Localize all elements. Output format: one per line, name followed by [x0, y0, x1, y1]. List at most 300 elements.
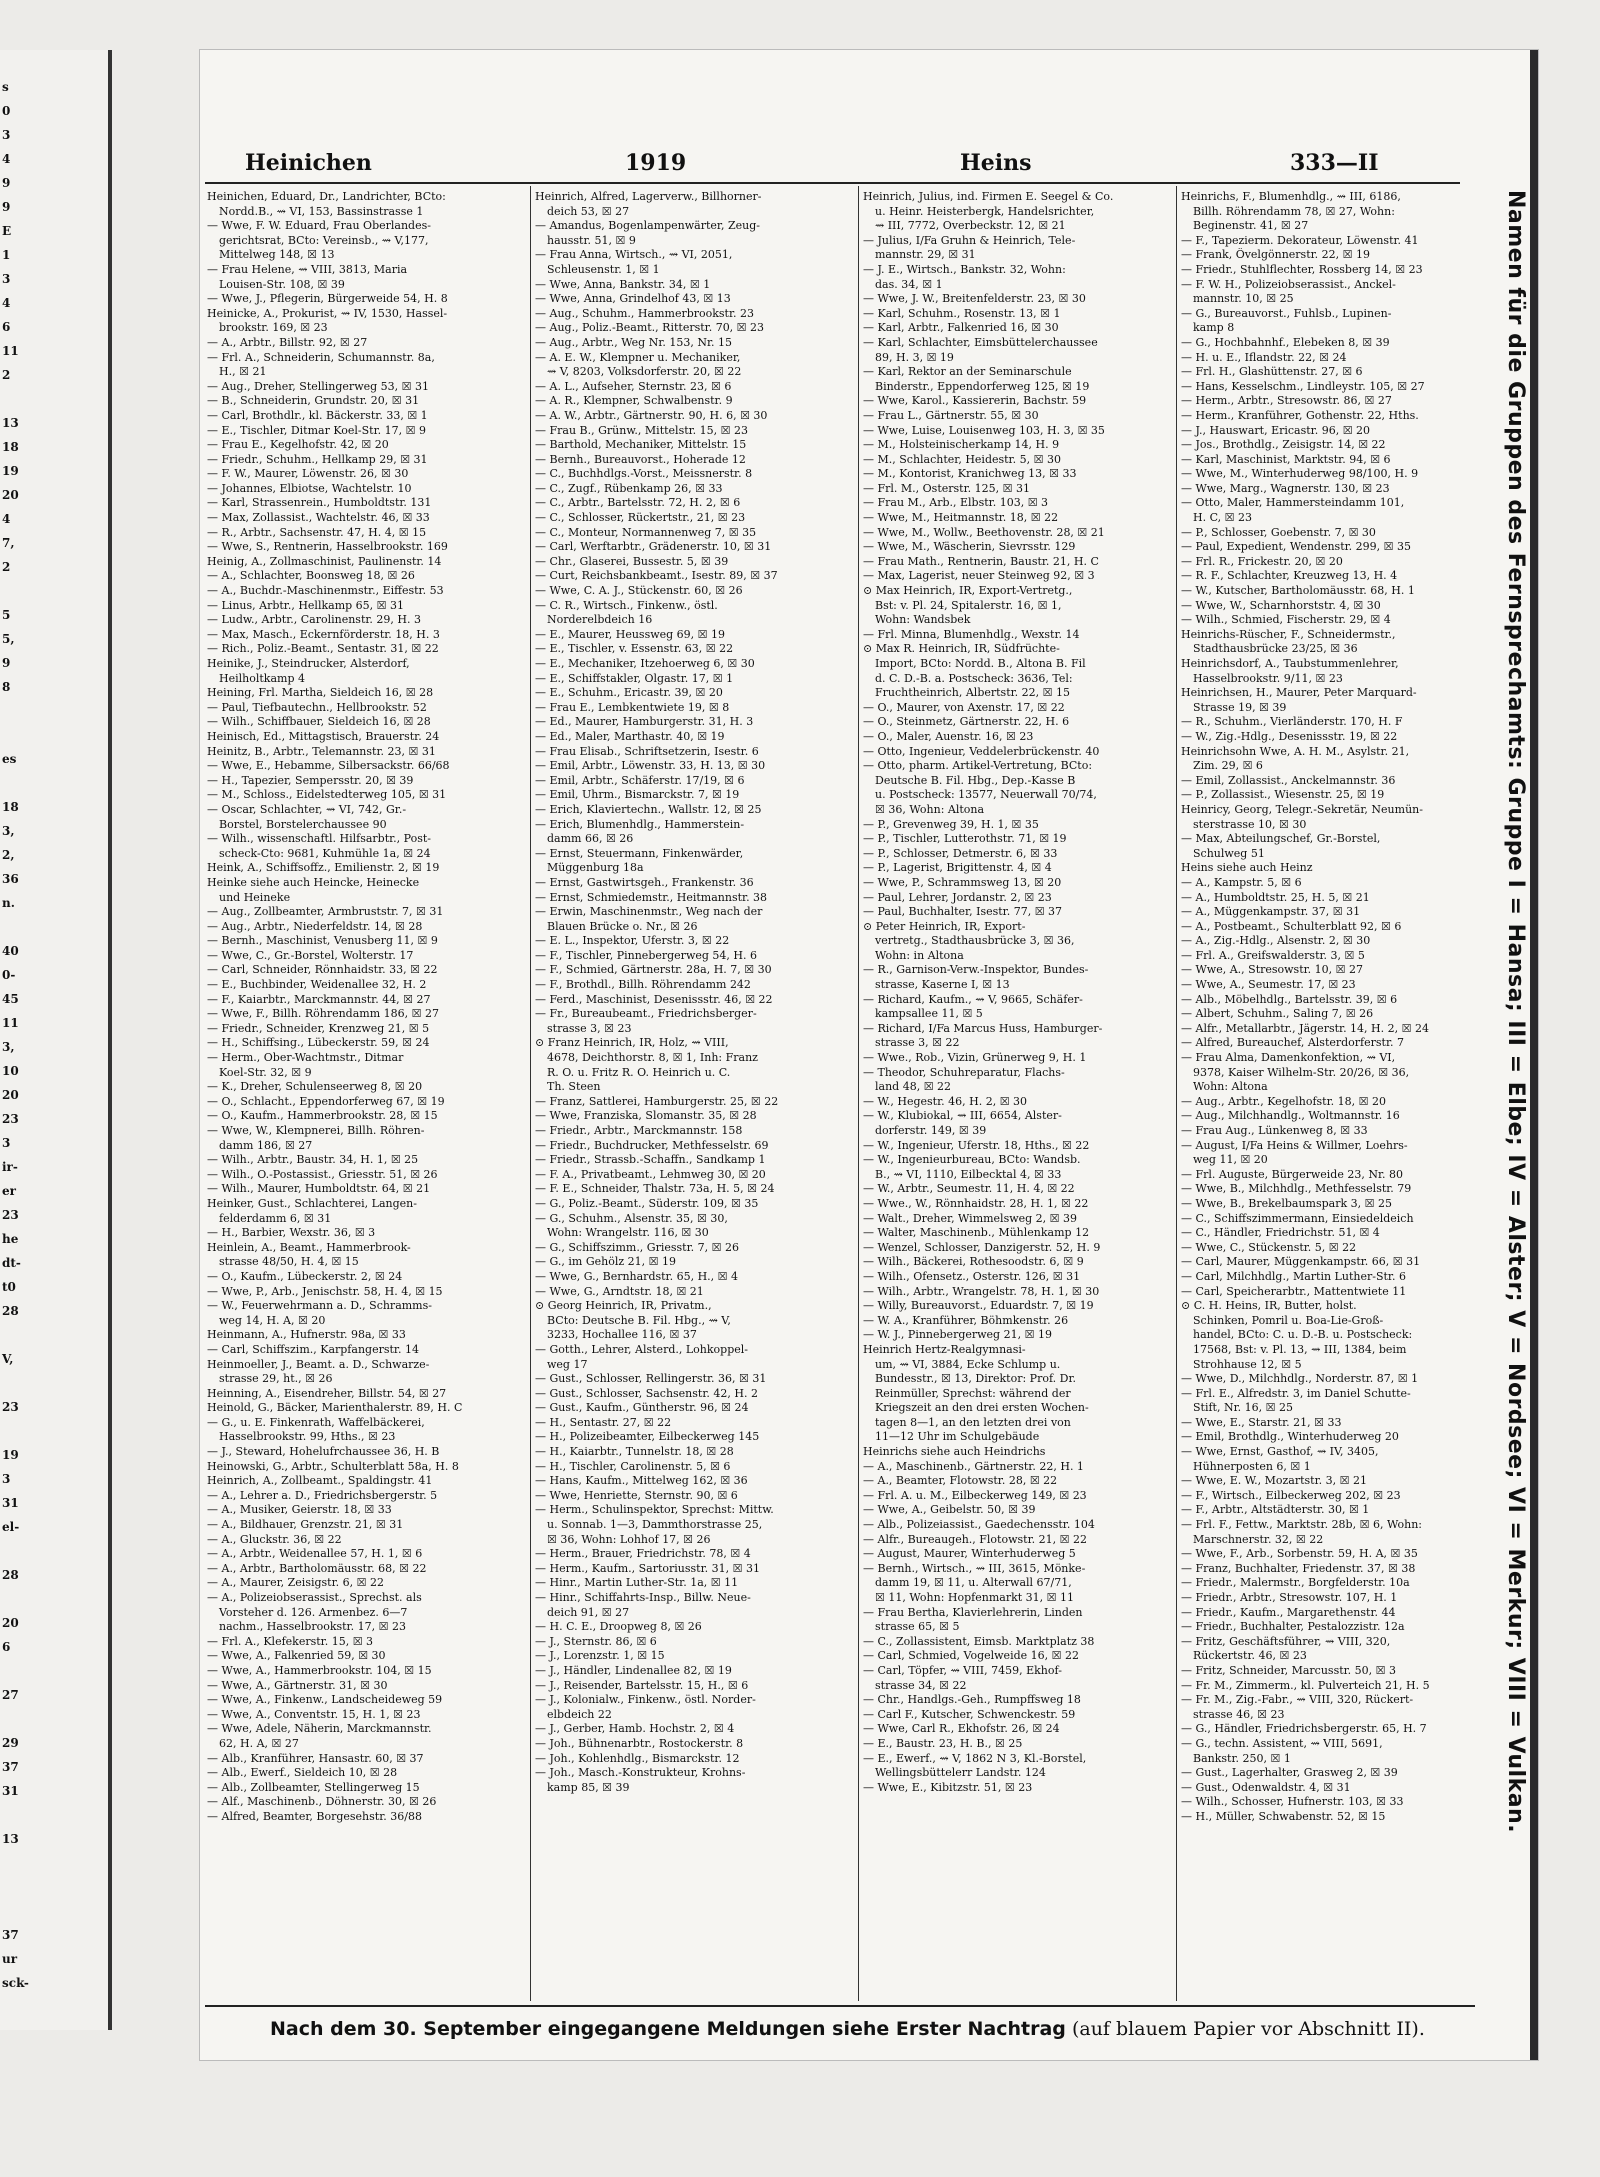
directory-entry: — Wwe, A., Stresowstr. 10, ☒ 27 — [1181, 963, 1364, 977]
edge-fragment: 19 — [2, 1448, 19, 1462]
directory-entry: Heinrich Hertz-Realgymnasi- — [863, 1342, 1026, 1356]
directory-entry: — Johannes, Elbiotse, Wachtelstr. 10 — [207, 481, 412, 495]
edge-fragment: 23 — [2, 1208, 19, 1222]
directory-entry: — Emil, Uhrm., Bismarckstr. 7, ☒ 19 — [535, 788, 740, 802]
directory-entry: — Franz, Buchhalter, Friedenstr. 37, ☒ 38 — [1181, 1561, 1416, 1575]
directory-entry: — Oscar, Schlachter, ⇝ VI, 742, Gr.- — [207, 802, 407, 816]
directory-entry: — Frau Helene, ⇝ VIII, 3813, Maria — [207, 262, 408, 276]
directory-entry: Louisen-Str. 108, ☒ 39 — [219, 277, 345, 291]
directory-entry: — Alb., Zollbeamter, Stellingerweg 15 — [207, 1780, 420, 1794]
directory-entry: — Ludw., Arbtr., Carolinenstr. 29, H. 3 — [207, 613, 421, 627]
directory-entry: handel, BCto: C. u. D.-B. u. Postscheck: — [1193, 1328, 1413, 1342]
directory-entry: um, ⇝ VI, 3884, Ecke Schlump u. — [875, 1357, 1061, 1371]
directory-entry: B., ⇝ VI, 1110, Eilbecktal 4, ☒ 33 — [875, 1167, 1062, 1181]
directory-entry: kamp 85, ☒ 39 — [547, 1780, 630, 1794]
directory-entry: — Carl F., Kutscher, Schwenckestr. 59 — [863, 1707, 1076, 1721]
directory-entry: — Carl, Werftarbtr., Grädenerstr. 10, ☒ 31 — [535, 540, 772, 554]
directory-entry: deich 91, ☒ 27 — [547, 1605, 630, 1619]
directory-entry: — E., Tischler, v. Essenstr. 63, ☒ 22 — [535, 642, 734, 656]
directory-entry: Heinrichsdorf, A., Taubstummenlehrer, — [1181, 657, 1399, 670]
directory-entry: — Paul, Buchhalter, Isestr. 77, ☒ 37 — [863, 905, 1063, 919]
directory-entry: Strohhause 12, ☒ 5 — [1193, 1357, 1302, 1371]
directory-entry: — C., Schiffszimmermann, Einsiedeldeich — [1181, 1211, 1414, 1225]
directory-entry: — A., Gluckstr. 36, ☒ 22 — [207, 1532, 342, 1546]
previous-page-edge — [0, 50, 111, 2030]
column-1 — [207, 190, 527, 2000]
directory-entry: — F., Arbtr., Altstädterstr. 30, ☒ 1 — [1181, 1503, 1370, 1517]
directory-entry: — J., Lorenzstr. 1, ☒ 15 — [535, 1649, 665, 1663]
directory-entry: — Carl, Milchhdlg., Martin Luther-Str. 6 — [1181, 1269, 1406, 1283]
edge-fragment: 13 — [2, 1832, 19, 1846]
directory-entry: Stift, Nr. 16, ☒ 25 — [1193, 1401, 1293, 1415]
directory-entry: — Linus, Arbtr., Hellkamp 65, ☒ 31 — [207, 598, 405, 612]
column-4 — [1181, 190, 1481, 2000]
directory-entry: — Carl, Schiffszim., Karpfangerstr. 14 — [207, 1342, 419, 1356]
directory-entry: — H., Tapezier, Sempersstr. 20, ☒ 39 — [207, 773, 414, 787]
directory-entry: — H. u. E., Iflandstr. 22, ☒ 24 — [1181, 350, 1347, 364]
directory-entry: ⊙ C. H. Heins, IR, Butter, holst. — [1181, 1299, 1357, 1313]
edge-fragment: 20 — [2, 488, 19, 502]
directory-entry: — Wwe, J. W., Breitenfelderstr. 23, ☒ 30 — [863, 292, 1086, 306]
directory-entry: — Carl, Schmied, Vogelweide 16, ☒ 22 — [863, 1649, 1079, 1663]
directory-entry: — Alfred, Bureauchef, Alsterdorferstr. 7 — [1181, 1036, 1405, 1050]
directory-entry: — Gust., Odenwaldstr. 4, ☒ 31 — [1181, 1780, 1351, 1794]
directory-entry: — E., Ewerf., ⇝ V, 1862 N 3, Kl.-Borstel, — [863, 1751, 1087, 1765]
directory-entry: — E., Mechaniker, Itzehoerweg 6, ☒ 30 — [535, 657, 755, 670]
directory-entry: — O., Maler, Auenstr. 16, ☒ 23 — [863, 729, 1034, 743]
directory-entry: — Alf., Maschinenb., Döhnerstr. 30, ☒ 26 — [207, 1795, 437, 1809]
directory-entry: — A., Humboldtstr. 25, H. 5, ☒ 21 — [1181, 890, 1370, 904]
directory-entry: — Frau Elisab., Schriftsetzerin, Isestr. 6 — [535, 744, 759, 758]
directory-entry: — Karl, Arbtr., Falkenried 16, ☒ 30 — [863, 321, 1059, 335]
directory-entry: — Wwe, Ernst, Gasthof, ⇝ IV, 3405, — [1181, 1445, 1379, 1459]
directory-entry: — Wwe, A., Geibelstr. 50, ☒ 39 — [863, 1503, 1036, 1517]
directory-entry: — Franz, Sattlerei, Hamburgerstr. 25, ☒ 22 — [535, 1094, 779, 1108]
directory-entry: — Wwe, E., Starstr. 21, ☒ 33 — [1181, 1415, 1342, 1429]
directory-entry: — R., Garnison-Verw.-Inspektor, Bundes- — [863, 963, 1089, 977]
directory-entry: — Frau Aug., Lünkenweg 8, ☒ 33 — [1181, 1124, 1368, 1137]
directory-entry: sterstrasse 10, ☒ 30 — [1193, 817, 1307, 831]
directory-entry: Wellingsbüttelerr Landstr. 124 — [875, 1766, 1046, 1780]
directory-entry: — F. W. H., Polizeiobserassist., Anckel- — [1181, 277, 1396, 291]
directory-entry: — Chr., Glaserei, Bussestr. 5, ☒ 39 — [535, 554, 729, 568]
directory-entry: — Wwe, C., Gr.-Borstel, Wolterstr. 17 — [207, 948, 414, 962]
directory-entry: — W., Ingenieur, Uferstr. 18, Hths., ☒ 22 — [863, 1138, 1090, 1152]
directory-entry: — Carl, Maurer, Müggenkampstr. 66, ☒ 31 — [1181, 1255, 1421, 1269]
edge-fragment: ur — [2, 1952, 18, 1966]
directory-entry: — Otto, pharm. Artikel-Vertretung, BCto: — [863, 759, 1093, 773]
directory-entry: Kriegszeit an den drei ersten Wochen- — [875, 1401, 1089, 1415]
directory-entry: — R., Schuhm., Vierländerstr. 170, H. F — [1181, 715, 1403, 729]
directory-entry: — P., Tischler, Lutterothstr. 71, ☒ 19 — [863, 832, 1067, 846]
directory-entry: ☒ 36, Wohn: Altona — [875, 802, 985, 816]
edge-fragment: 31 — [2, 1496, 19, 1510]
edge-fragment: he — [2, 1232, 19, 1246]
directory-entry: d. C. D.-B. a. Postscheck: 3636, Tel: — [875, 671, 1073, 685]
edge-fragment: 2 — [2, 368, 11, 382]
directory-entry: u. Sonnab. 1—3, Dammthorstrasse 25, — [547, 1518, 763, 1532]
directory-entry: — Wilh., Ofensetz., Osterstr. 126, ☒ 31 — [863, 1269, 1081, 1283]
directory-entry: Reinmüller, Sprechst: während der — [875, 1386, 1071, 1400]
directory-entry: — W. A., Kranführer, Böhmkenstr. 26 — [863, 1313, 1069, 1327]
directory-entry: — Wwe, Carl R., Ekhofstr. 26, ☒ 24 — [863, 1722, 1060, 1736]
directory-entry: — Karl, Rektor an der Seminarschule — [863, 365, 1072, 379]
edge-fragment: 10 — [2, 1064, 19, 1078]
footer-normal-text: (auf blauem Papier vor Abschnitt II). — [1071, 2018, 1425, 2040]
directory-entry: — J., Händler, Lindenallee 82, ☒ 19 — [535, 1663, 732, 1677]
directory-entry: — Theodor, Schuhreparatur, Flachs- — [863, 1065, 1065, 1079]
directory-entry: R. O. u. Fritz R. O. Heinrich u. C. — [547, 1065, 731, 1079]
directory-entry: — Gotth., Lehrer, Alsterd., Lohkoppel- — [535, 1342, 748, 1356]
directory-entry: strasse 65, ☒ 5 — [875, 1620, 960, 1634]
directory-entry: — Wwe, D., Milchhdlg., Norderstr. 87, ☒ 1 — [1181, 1372, 1419, 1386]
directory-entry: — A., Postbeamt., Schulterblatt 92, ☒ 6 — [1181, 919, 1402, 933]
directory-entry: Bankstr. 250, ☒ 1 — [1193, 1751, 1291, 1765]
edge-fragment: 0 — [2, 104, 11, 118]
directory-entry: — Walt., Dreher, Wimmelsweg 2, ☒ 39 — [863, 1211, 1078, 1225]
directory-entry: Norderelbdeich 16 — [547, 613, 653, 627]
directory-entry: — C., Schlosser, Rückertstr., 21, ☒ 23 — [535, 511, 746, 525]
edge-fragment: 3 — [2, 272, 11, 286]
directory-entry: Hasselbrookstr. 99, Hths., ☒ 23 — [219, 1430, 396, 1444]
directory-entry: — Alfr., Metallarbtr., Jägerstr. 14, H. 2, ☒ 24 — [1181, 1021, 1429, 1035]
directory-entry: — Bernh., Bureauvorst., Hoherade 12 — [535, 452, 746, 466]
directory-entry: — C., Buchhdlgs.-Vorst., Meissnerstr. 8 — [535, 467, 753, 481]
directory-entry: — C., Zugf., Rübenkamp 26, ☒ 33 — [535, 481, 723, 495]
directory-entry: — Frau L., Gärtnerstr. 55, ☒ 30 — [863, 408, 1039, 422]
directory-entry: — Emil, Arbtr., Schäferstr. 17/19, ☒ 6 — [535, 773, 745, 787]
directory-entry: Heinrichsen, H., Maurer, Peter Marquard- — [1181, 686, 1417, 700]
directory-entry: — Wwe, A., Falkenried 59, ☒ 30 — [207, 1649, 386, 1663]
directory-entry: Schulweg 51 — [1193, 846, 1265, 860]
directory-entry: — Frl. H., Glashüttenstr. 27, ☒ 6 — [1181, 365, 1363, 379]
directory-entry: Mittelweg 148, ☒ 13 — [219, 248, 335, 262]
directory-entry: H., ☒ 21 — [219, 365, 267, 379]
directory-entry: Bundesstr., ☒ 13, Direktor: Prof. Dr. — [875, 1372, 1076, 1386]
directory-entry: — Walter, Maschinenb., Mühlenkamp 12 — [863, 1226, 1090, 1240]
directory-entry: — Wwe, M., Winterhuderweg 98/100, H. 9 — [1181, 467, 1419, 481]
directory-entry: — Frl. M., Osterstr. 125, ☒ 31 — [863, 481, 1030, 495]
directory-entry: Heinke siehe auch Heincke, Heinecke — [207, 875, 420, 889]
directory-entry: — Richard, Kaufm., ⇝ V, 9665, Schäfer- — [863, 992, 1083, 1006]
directory-entry: — Rich., Poliz.-Beamt., Sentastr. 31, ☒ 22 — [207, 642, 439, 656]
edge-fragment: 8 — [2, 680, 11, 694]
directory-entry: — G., Schiffszimm., Griesstr. 7, ☒ 26 — [535, 1240, 739, 1254]
directory-entry: Heinike, J., Steindrucker, Alsterdorf, — [207, 657, 410, 670]
directory-entry: — O., Steinmetz, Gärtnerstr. 22, H. 6 — [863, 715, 1070, 729]
directory-entry: — Frl. A., Greifswalderstr. 3, ☒ 5 — [1181, 948, 1365, 962]
directory-entry: — Frl. F., Fettw., Marktstr. 28b, ☒ 6, Wohn: — [1181, 1518, 1423, 1532]
directory-entry: — Karl, Schuhm., Rosenstr. 13, ☒ 1 — [863, 306, 1061, 320]
directory-entry: — G., u. E. Finkenrath, Waffelbäckerei, — [207, 1415, 425, 1429]
directory-entry: — Aug., Arbtr., Niederfeldstr. 14, ☒ 28 — [207, 919, 423, 933]
directory-entry: — Wilh., Bäckerei, Rothesoodstr. 6, ☒ 9 — [863, 1255, 1084, 1269]
edge-fragment: 13 — [2, 416, 19, 430]
directory-entry: Wohn: Wrangelstr. 116, ☒ 30 — [547, 1226, 709, 1240]
directory-entry: H. C, ☒ 23 — [1193, 511, 1252, 525]
directory-entry: — F., Schmied, Gärtnerstr. 28a, H. 7, ☒ 30 — [535, 963, 772, 977]
directory-entry: — Wwe, M., Wäscherin, Sievrsstr. 129 — [863, 540, 1076, 554]
directory-entry: — Richard, I/Fa Marcus Huss, Hamburger- — [863, 1021, 1103, 1035]
directory-entry: — Friedr., Arbtr., Marckmannstr. 158 — [535, 1124, 743, 1137]
directory-entry: — Hinr., Schiffahrts-Insp., Billw. Neue- — [535, 1591, 751, 1604]
directory-entry: 17568, Bst: v. Pl. 13, ⇝ III, 1384, beim — [1193, 1342, 1407, 1356]
directory-entry: BCto: Deutsche B. Fil. Hbg., ⇝ V, — [547, 1313, 731, 1327]
directory-entry: — O., Kaufm., Hammerbrookstr. 28, ☒ 15 — [207, 1109, 438, 1123]
directory-entry: — E. L., Inspektor, Uferstr. 3, ☒ 22 — [535, 934, 730, 948]
edge-fragment: 28 — [2, 1568, 19, 1582]
directory-entry: — J., Sternstr. 86, ☒ 6 — [535, 1634, 657, 1648]
directory-entry: — Gust., Schlosser, Sachsenstr. 42, H. 2 — [535, 1386, 758, 1400]
directory-entry: — R. F., Schlachter, Kreuzweg 13, H. 4 — [1181, 569, 1398, 583]
directory-entry: — A., Arbtr., Weidenallee 57, H. 1, ☒ 6 — [207, 1547, 423, 1561]
directory-entry: — Wwe, G., Arndtstr. 18, ☒ 21 — [535, 1284, 704, 1298]
directory-entry: — C., Händler, Friedrichstr. 51, ☒ 4 — [1181, 1226, 1380, 1240]
directory-entry: strasse 48/50, H. 4, ☒ 15 — [219, 1255, 359, 1269]
directory-entry: Heinig, A., Zollmaschinist, Paulinenstr. 14 — [207, 554, 442, 568]
directory-entry: — Max, Masch., Eckernförderstr. 18, H. 3 — [207, 627, 440, 641]
directory-entry: — A. R., Klempner, Schwalbenstr. 9 — [535, 394, 733, 408]
directory-entry: Heinrich, Julius, ind. Firmen E. Seegel & Co. — [863, 190, 1114, 203]
directory-entry: — Wwe, F. W. Eduard, Frau Oberlandes- — [207, 219, 431, 233]
edge-fragment: t0 — [2, 1280, 16, 1294]
directory-entry: Import, BCto: Nordd. B., Altona B. Fil — [875, 657, 1086, 670]
directory-entry: — W., Hegestr. 46, H. 2, ☒ 30 — [863, 1094, 1028, 1108]
directory-entry: — Wilh., Schiffbauer, Sieldeich 16, ☒ 28 — [207, 715, 431, 729]
directory-entry: Heinisch, Ed., Mittagstisch, Brauerstr. 24 — [207, 729, 440, 743]
directory-entry: — E., Maurer, Heussweg 69, ☒ 19 — [535, 627, 726, 641]
directory-entry: — Willy, Bureauvorst., Eduardstr. 7, ☒ 19 — [863, 1299, 1094, 1313]
directory-entry: — Otto, Ingenieur, Veddelerbrückenstr. 40 — [863, 744, 1100, 758]
directory-entry: — A., Lehrer a. D., Friedrichsbergerstr. 5 — [207, 1488, 438, 1502]
directory-entry: ⊙ Max Heinrich, IR, Export-Vertretg., — [863, 584, 1073, 598]
directory-entry: — G., Schuhm., Alsenstr. 35, ☒ 30, — [535, 1211, 728, 1225]
directory-entry: nachm., Hasselbrookstr. 17, ☒ 23 — [219, 1620, 406, 1634]
edge-fragment: 29 — [2, 1736, 19, 1750]
directory-entry: ☒ 36, Wohn: Lohhof 17, ☒ 26 — [547, 1532, 711, 1546]
edge-fragment: 6 — [2, 1640, 11, 1654]
directory-entry: — Ernst, Schmiedemstr., Heitmannstr. 38 — [535, 890, 768, 904]
directory-entry: — Fr. M., Zig.-Fabr., ⇝ VIII, 320, Rückert- — [1181, 1693, 1414, 1707]
directory-entry: — Friedr., Schuhm., Hellkamp 29, ☒ 31 — [207, 452, 428, 466]
directory-entry: — A. E. W., Klempner u. Mechaniker, — [535, 350, 741, 364]
directory-entry: — Fritz, Schneider, Marcusstr. 50, ☒ 3 — [1181, 1663, 1397, 1677]
directory-entry: — G., Hochbahnhf., Elebeken 8, ☒ 39 — [1181, 335, 1390, 349]
directory-entry: land 48, ☒ 22 — [875, 1080, 952, 1094]
edge-fragment: ir- — [2, 1160, 18, 1174]
directory-entry: — G., Bureauvorst., Fuhlsb., Lupinen- — [1181, 306, 1392, 320]
column-2 — [535, 190, 855, 2000]
directory-entry: — Wilh., Schmied, Fischerstr. 29, ☒ 4 — [1181, 613, 1391, 627]
directory-entry: — C., Arbtr., Bartelsstr. 72, H. 2, ☒ 6 — [535, 496, 741, 510]
directory-entry: — Ed., Maurer, Hamburgerstr. 31, H. 3 — [535, 715, 754, 729]
directory-entry: — P., Zollassist., Wiesenstr. 25, ☒ 19 — [1181, 788, 1385, 802]
directory-entry: — Carl, Töpfer, ⇝ VIII, 7459, Ekhof- — [863, 1663, 1062, 1677]
edge-fragment: er — [2, 1184, 16, 1198]
directory-entry: — Wwe, Anna, Bankstr. 34, ☒ 1 — [535, 277, 711, 291]
directory-entry: — Karl, Strassenrein., Humboldtstr. 131 — [207, 496, 432, 510]
directory-entry: — Friedr., Stuhlflechter, Rossberg 14, ☒ 23 — [1181, 262, 1423, 276]
directory-entry: 9378, Kaiser Wilhelm-Str. 20/26, ☒ 36, — [1193, 1065, 1410, 1079]
directory-entry: 3233, Hochallee 116, ☒ 37 — [547, 1328, 697, 1342]
directory-entry: — E., Tischler, Ditmar Koel-Str. 17, ☒ 9 — [207, 423, 426, 437]
directory-entry: — W., Klubiokal, ⇝ III, 6654, Alster- — [863, 1109, 1062, 1123]
directory-entry: Heinning, A., Eisendreher, Billstr. 54, ☒ 27 — [207, 1386, 447, 1400]
directory-entry: strasse 3, ☒ 22 — [875, 1036, 960, 1050]
directory-entry: — H., Barbier, Wexstr. 36, ☒ 3 — [207, 1226, 376, 1240]
directory-entry: das. 34, ☒ 1 — [875, 277, 943, 291]
directory-entry: — Frl. Auguste, Bürgerweide 23, Nr. 80 — [1181, 1167, 1404, 1181]
directory-entry: Beginenstr. 41, ☒ 27 — [1193, 219, 1309, 233]
directory-entry: — A. L., Aufseher, Sternstr. 23, ☒ 6 — [535, 379, 732, 393]
directory-entry: mannstr. 29, ☒ 31 — [875, 248, 976, 262]
edge-fragment: n. — [2, 896, 15, 910]
directory-entry: — Fritz, Geschäftsführer, ⇝ VIII, 320, — [1181, 1634, 1391, 1648]
edge-fragment: 18 — [2, 440, 19, 454]
directory-entry: — Wwe, M., Wollw., Beethovenstr. 28, ☒ 21 — [863, 525, 1105, 539]
directory-entry: Heink, A., Schiffsoffz., Emilienstr. 2, ☒ 19 — [207, 861, 440, 875]
directory-entry: — Bernh., Wirtsch., ⇝ III, 3615, Mönke- — [863, 1561, 1086, 1575]
directory-entry: — Aug., Dreher, Stellingerweg 53, ☒ 31 — [207, 379, 430, 393]
directory-entry: und Heineke — [219, 890, 291, 904]
directory-entry: kampsallee 11, ☒ 5 — [875, 1007, 983, 1021]
directory-entry: — Erwin, Maschinenmstr., Weg nach der — [535, 905, 763, 919]
directory-entry: — P., Grevenweg 39, H. 1, ☒ 35 — [863, 817, 1039, 831]
directory-entry: — H. C. E., Droopweg 8, ☒ 26 — [535, 1620, 702, 1634]
directory-entry: Borstel, Borstelerchaussee 90 — [219, 817, 387, 831]
directory-entry: — F. W., Maurer, Löwenstr. 26, ☒ 30 — [207, 467, 409, 481]
directory-entry: 11—12 Uhr im Schulgebäude — [875, 1430, 1040, 1444]
edge-fragment: 3, — [2, 824, 15, 838]
directory-entry: Hühnerposten 6, ☒ 1 — [1193, 1459, 1311, 1473]
directory-entry: — Frau Alma, Damenkonfektion, ⇝ VI, — [1181, 1051, 1396, 1065]
directory-entry: — Friedr., Kaufm., Margarethenstr. 44 — [1181, 1605, 1396, 1619]
edge-fragment: es — [2, 752, 17, 766]
directory-entry: Fruchtheinrich, Albertstr. 22, ☒ 15 — [875, 686, 1070, 700]
directory-entry: — Wwe, S., Rentnerin, Hasselbrookstr. 169 — [207, 540, 448, 554]
edge-fragment: 11 — [2, 344, 19, 358]
directory-entry: — Wwe, Marg., Wagnerstr. 130, ☒ 23 — [1181, 481, 1390, 495]
directory-entry: Strasse 19, ☒ 39 — [1193, 700, 1287, 714]
directory-entry: — Friedr., Strassb.-Schaffn., Sandkamp 1 — [535, 1153, 766, 1167]
directory-entry: — Alb., Möbelhdlg., Bartelsstr. 39, ☒ 6 — [1181, 992, 1398, 1006]
directory-entry: — Ernst, Steuermann, Finkenwärder, — [535, 846, 744, 860]
directory-entry: — W., Kutscher, Bartholomäusstr. 68, H. 1 — [1181, 584, 1415, 598]
directory-entry: kamp 8 — [1193, 321, 1235, 335]
directory-entry: — Amandus, Bogenlampenwärter, Zeug- — [535, 219, 760, 233]
directory-entry: — Frl. A., Klefekerstr. 15, ☒ 3 — [207, 1634, 374, 1648]
directory-entry: ⊙ Georg Heinrich, IR, Privatm., — [535, 1299, 712, 1313]
directory-entry: — F., Tischler, Pinnebergerweg 54, H. 6 — [535, 948, 757, 962]
directory-entry: — Wwe, Anna, Grindelhof 43, ☒ 13 — [535, 292, 731, 306]
directory-entry: — Alfred, Beamter, Borgesehstr. 36/88 — [207, 1809, 422, 1823]
directory-entry: Wohn: Altona — [1193, 1080, 1268, 1094]
directory-entry: scheck-Cto: 9681, Kuhmühle 1a, ☒ 24 — [219, 846, 431, 860]
directory-entry: — Wwe, P., Arb., Jenischstr. 58, H. 4, ☒ 15 — [207, 1284, 443, 1298]
directory-entry: Nordd.B., ⇝ VI, 153, Bassinstrasse 1 — [219, 204, 424, 218]
directory-entry: — G., Poliz.-Beamt., Süderstr. 109, ☒ 35 — [535, 1196, 759, 1210]
directory-entry: — W. J., Pinnebergerweg 21, ☒ 19 — [863, 1328, 1052, 1342]
directory-entry: — Friedr., Buchhalter, Pestalozzistr. 12a — [1181, 1620, 1405, 1634]
directory-entry: — A., Musiker, Geierstr. 18, ☒ 33 — [207, 1503, 392, 1517]
directory-entry: — Wwe, Adele, Näherin, Marckmannstr. — [207, 1722, 432, 1736]
directory-entry: Koel-Str. 32, ☒ 9 — [219, 1065, 312, 1079]
directory-entry: — Julius, I/Fa Gruhn & Heinrich, Tele- — [863, 233, 1076, 247]
directory-entry: 89, H. 3, ☒ 19 — [875, 350, 954, 364]
directory-entry: — A., Müggenkampstr. 37, ☒ 31 — [1181, 905, 1361, 919]
directory-entry: — Herm., Arbtr., Stresowstr. 86, ☒ 27 — [1181, 394, 1392, 408]
directory-entry: — Frau Bertha, Klavierlehrerin, Linden — [863, 1605, 1083, 1619]
directory-entry: Vorsteher d. 126. Armenbez. 6—7 — [219, 1605, 408, 1619]
directory-entry: — Ernst, Gastwirtsgeh., Frankenstr. 36 — [535, 875, 754, 889]
directory-entry: — H., Tischler, Carolinenstr. 5, ☒ 6 — [535, 1459, 731, 1473]
directory-entry: Rückertstr. 46, ☒ 23 — [1193, 1649, 1307, 1663]
directory-entry: — H., Kaiarbtr., Tunnelstr. 18, ☒ 28 — [535, 1445, 734, 1459]
directory-entry: — Aug., Milchhandlg., Woltmannstr. 16 — [1181, 1109, 1400, 1123]
edge-fragment: 4 — [2, 296, 11, 310]
directory-entry: — H., Schiffsing., Lübeckerstr. 59, ☒ 24 — [207, 1036, 430, 1050]
directory-entry: — E., Schuhm., Ericastr. 39, ☒ 20 — [535, 686, 723, 700]
directory-entry: — E., Schiffstakler, Olgastr. 17, ☒ 1 — [535, 671, 734, 685]
directory-entry: — Fr., Bureaubeamt., Friedrichsberger- — [535, 1007, 757, 1021]
header-rule — [205, 182, 1460, 184]
directory-entry: — Bernh., Maschinist, Venusberg 11, ☒ 9 — [207, 934, 438, 948]
directory-entry: — Carl, Brothdlr., kl. Bäckerstr. 33, ☒ 1 — [207, 408, 428, 422]
header-year: 1919 — [625, 150, 687, 176]
directory-entry: — Wilh., Schosser, Hufnerstr. 103, ☒ 33 — [1181, 1795, 1404, 1809]
directory-entry: — Emil, Zollassist., Anckelmannstr. 36 — [1181, 773, 1396, 787]
edge-fragment: 45 — [2, 992, 19, 1006]
directory-entry: — B., Schneiderin, Grundstr. 20, ☒ 31 — [207, 394, 420, 408]
edge-fragment: 20 — [2, 1088, 19, 1102]
directory-entry: — W., Arbtr., Seumestr. 11, H. 4, ☒ 22 — [863, 1182, 1075, 1196]
directory-entry: — Frl. A., Schneiderin, Schumannstr. 8a, — [207, 350, 435, 364]
directory-entry: — Wwe, W., Scharnhorststr. 4, ☒ 30 — [1181, 598, 1381, 612]
edge-fragment: 4 — [2, 152, 11, 166]
directory-entry: — Herm., Ober-Wachtmstr., Ditmar — [207, 1051, 404, 1065]
directory-entry: Heinold, G., Bäcker, Marienthalerstr. 89, H. C — [207, 1401, 463, 1415]
directory-entry: elbdeich 22 — [547, 1707, 612, 1721]
directory-entry: — Joh., Masch.-Konstrukteur, Krohns- — [535, 1766, 746, 1780]
directory-entry: — Wwe, P., Schrammsweg 13, ☒ 20 — [863, 875, 1062, 889]
directory-entry: — C., Zollassistent, Eimsb. Marktplatz 38 — [863, 1634, 1095, 1648]
directory-entry: Heinker, Gust., Schlachterei, Langen- — [207, 1196, 417, 1210]
directory-entry: — Frau E., Lembkentwiete 19, ☒ 8 — [535, 700, 730, 714]
directory-entry: — J., Hauswart, Ericastr. 96, ☒ 20 — [1181, 423, 1371, 437]
directory-entry: Heinichen, Eduard, Dr., Landrichter, BCto: — [207, 190, 446, 203]
directory-entry: — August, Maurer, Winterhuderweg 5 — [863, 1547, 1076, 1561]
directory-entry: — Wwe, A., Gärtnerstr. 31, ☒ 30 — [207, 1678, 388, 1692]
directory-entry: deich 53, ☒ 27 — [547, 204, 630, 218]
directory-entry: — Curt, Reichsbankbeamt., Isestr. 89, ☒ 37 — [535, 569, 778, 583]
directory-entry: — A., Arbtr., Billstr. 92, ☒ 27 — [207, 335, 368, 349]
directory-entry: Billh. Röhrendamm 78, ☒ 27, Wohn: — [1193, 204, 1395, 218]
directory-entry: — Wwe, C., Stückenstr. 5, ☒ 22 — [1181, 1240, 1357, 1254]
directory-entry: dorferstr. 149, ☒ 39 — [875, 1124, 987, 1137]
directory-entry: — Ferd., Maschinist, Desenissstr. 46, ☒ 22 — [535, 992, 773, 1006]
directory-entry: ☒ 11, Wohn: Hopfenmarkt 31, ☒ 11 — [875, 1591, 1074, 1604]
directory-entry: strasse 34, ☒ 22 — [875, 1678, 967, 1692]
directory-entry: — Wwe, E. W., Mozartstr. 3, ☒ 21 — [1181, 1474, 1367, 1488]
directory-entry: — F. A., Privatbeamt., Lehmweg 30, ☒ 20 — [535, 1167, 766, 1181]
directory-entry: — J., Steward, Hohelufrchaussee 36, H. B — [207, 1445, 440, 1459]
directory-entry: ⊙ Peter Heinrich, IR, Export- — [863, 919, 1026, 933]
directory-entry: — A., Buchdr.-Maschinenmstr., Eiffestr. 53 — [207, 584, 444, 598]
directory-entry: — Hinr., Martin Luther-Str. 1a, ☒ 11 — [535, 1576, 739, 1590]
edge-fragment: 3, — [2, 1040, 15, 1054]
directory-entry: — A. W., Arbtr., Gärtnerstr. 90, H. 6, ☒ 30 — [535, 408, 768, 422]
directory-entry: — A., Polizeiobserassist., Sprechst. als — [207, 1591, 422, 1604]
